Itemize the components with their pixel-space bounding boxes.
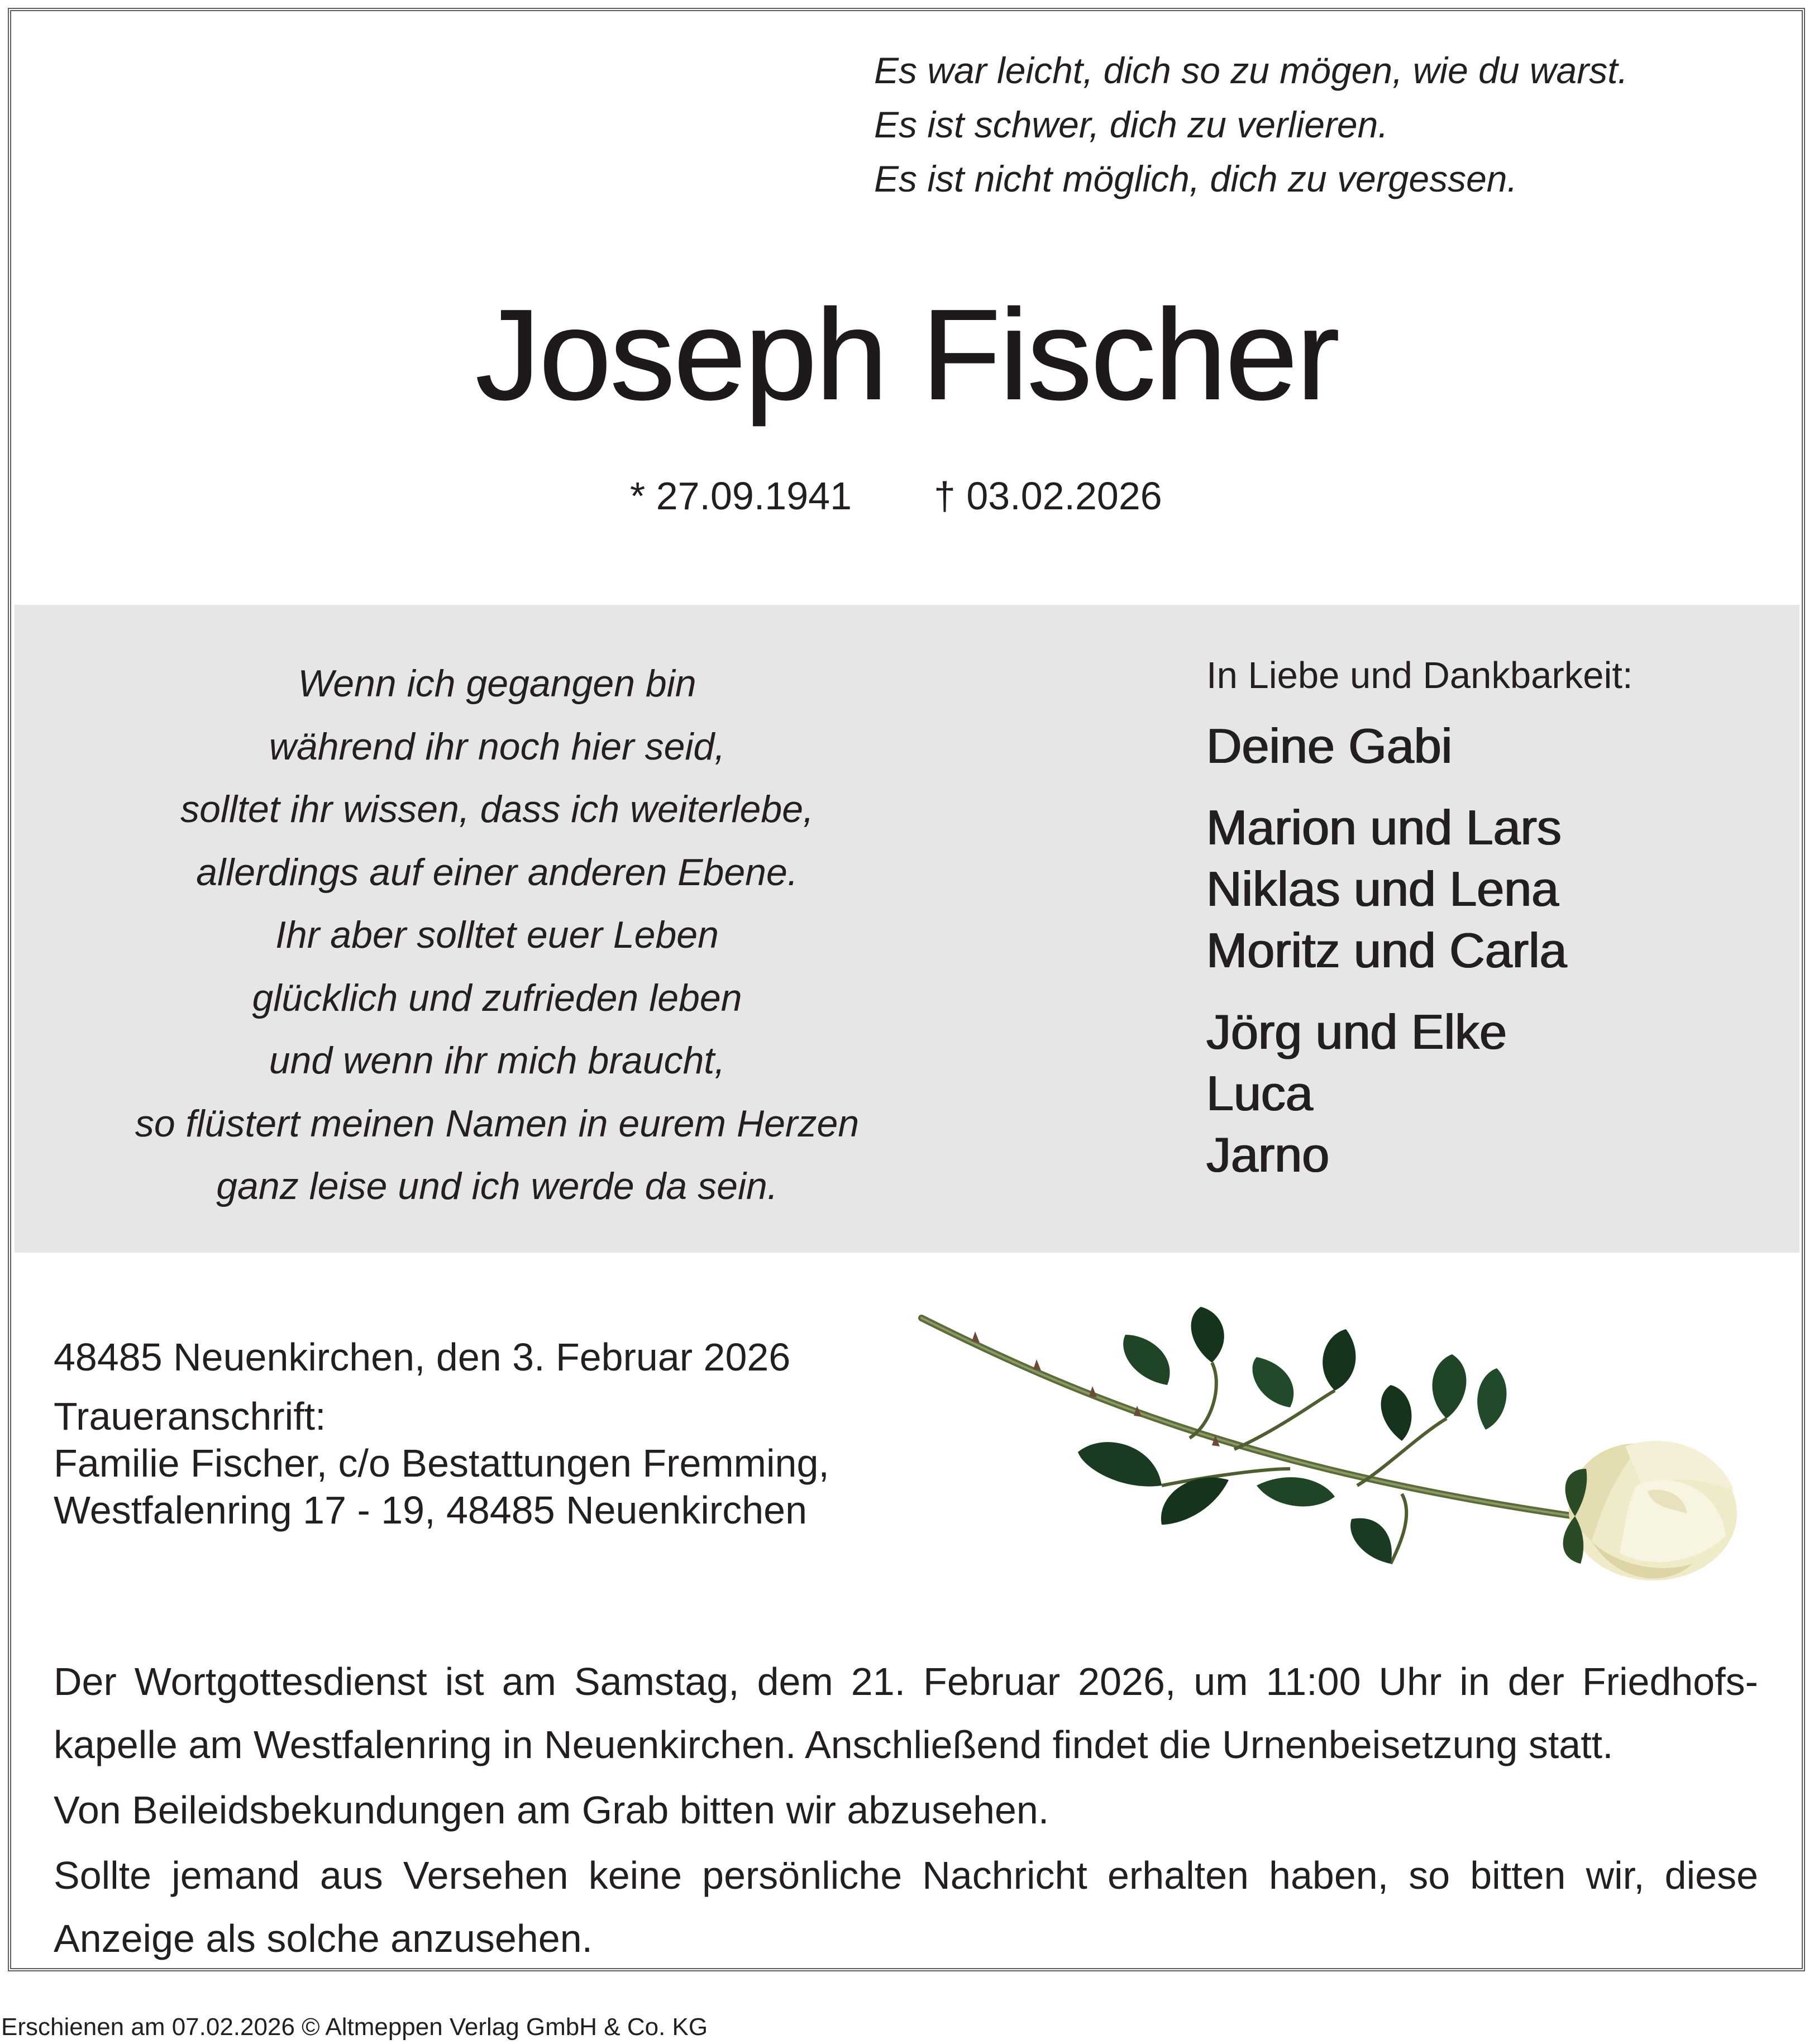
mourner-name: Deine Gabi — [1206, 718, 1453, 773]
poem-line: Ihr aber solltet euer Leben — [275, 914, 719, 956]
address-line: Westfalenring 17 - 19, 48485 Neuenkirchen — [54, 1488, 808, 1532]
poem-line: Wenn ich gegangen bin — [298, 662, 696, 705]
mourner-name: Niklas und Lena — [1206, 861, 1559, 916]
poem-line: glücklich und zufrieden leben — [252, 976, 742, 1019]
mourners-list — [1206, 651, 1765, 1206]
motto-quote — [874, 44, 1779, 206]
service-paragraph: Von Beileidsbekundungen am Grab bitten wir abzusehen. — [54, 1788, 1049, 1832]
publication-footer: Erschienen am 07.02.2026 © Altmeppen Verlag GmbH & Co. KG — [1, 2013, 708, 2041]
mourning-address — [54, 1334, 925, 1534]
mourner-name: Marion und Lars — [1206, 800, 1562, 855]
poem — [50, 652, 944, 1218]
mourners-intro: In Liebe und Dankbarkeit: — [1206, 655, 1633, 696]
mourner-group — [1206, 1001, 1765, 1186]
mourner-name: Jörg und Elke — [1206, 1004, 1507, 1059]
birth-date: * 27.09.1941 — [630, 474, 852, 518]
service-info — [54, 1650, 1758, 1973]
deceased-name: Joseph Fischer — [475, 283, 1339, 427]
service-paragraph: Der Wortgottesdienst ist am Samstag, dem 21. Februar 2026, um 11:00 Uhr in der Friedhofs-kapelle am Westfalenring in Neuenkirchen. Anschließend findet die Urnenbeisetzung statt. — [54, 1660, 1758, 1766]
mourner-group — [1206, 797, 1765, 981]
poem-line: und wenn ihr mich braucht, — [269, 1039, 725, 1082]
mourner-group — [1206, 715, 1765, 777]
address-label: Traueranschrift: — [54, 1394, 326, 1438]
poem-line: so flüstert meinen Namen in eurem Herzen — [135, 1102, 860, 1145]
place-date: 48485 Neuenkirchen, den 3. Februar 2026 — [54, 1335, 791, 1379]
motto-line: Es war leicht, dich so zu mögen, wie du warst. — [874, 50, 1628, 91]
mourner-name: Jarno — [1206, 1127, 1330, 1182]
life-dates — [0, 471, 1814, 521]
death-date: † 03.02.2026 — [934, 474, 1162, 518]
poem-line: während ihr noch hier seid, — [269, 725, 725, 768]
poem-line: allerdings auf einer anderen Ebene. — [196, 851, 798, 894]
poem-line: solltet ihr wissen, dass ich weiterlebe, — [180, 788, 814, 830]
mourner-name: Moritz und Carla — [1206, 923, 1567, 978]
motto-line: Es ist schwer, dich zu verlieren. — [874, 104, 1388, 145]
white-rose-image — [899, 1301, 1770, 1647]
poem-line: ganz leise und ich werde da sein. — [216, 1165, 778, 1207]
address-line: Familie Fischer, c/o Bestattungen Fremming, — [54, 1441, 829, 1485]
motto-line: Es ist nicht möglich, dich zu vergessen. — [874, 158, 1517, 199]
service-paragraph: Sollte jemand aus Versehen keine persönliche Nachricht erhalten haben, so bitten wir, diese Anzeige als solche anzusehen. — [54, 1854, 1758, 1960]
mourner-name: Luca — [1206, 1066, 1313, 1121]
